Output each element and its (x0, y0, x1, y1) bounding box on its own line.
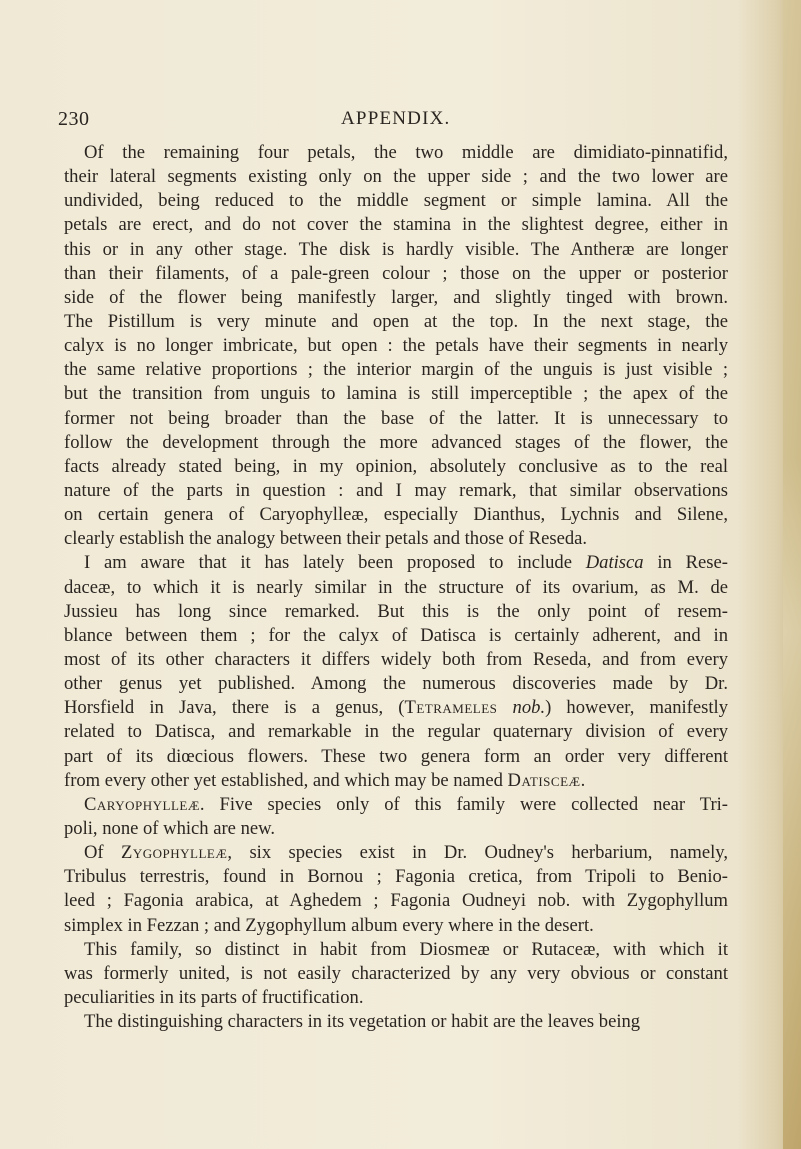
small-caps-term: Zygophylleæ (121, 842, 228, 864)
text-line: most of its other characters it differs widely both from Reseda, and from every (64, 648, 728, 670)
text-line: peculiarities in its parts of fructification. (64, 986, 364, 1008)
text-line (64, 769, 728, 793)
text-segment: in Rese- (643, 552, 728, 574)
running-head: APPENDIX. (341, 108, 451, 129)
text-line: simplex in Fezzan ; and Zygophyllum album every where in the desert. (64, 914, 594, 936)
text-line: was formerly united, is not easily characterized by any very obvious or constant (64, 962, 728, 984)
text-line: but the transition from unguis to lamina is still imperceptible ; the apex of the (64, 383, 728, 405)
text-segment (497, 697, 512, 718)
text-line (64, 793, 728, 817)
text-line: than their filaments, of a pale-green colour ; those on the upper or posterior (64, 262, 728, 284)
body-text (64, 141, 728, 1034)
text-line (64, 551, 728, 575)
text-segment: . Five species only of this family were collected near Tri- (199, 793, 728, 815)
text-line: The distinguishing characters in its vegetation or habit are the leaves being (84, 1011, 641, 1033)
italic-term: nob. (512, 697, 546, 719)
text-line: The Pistillum is very minute and open at the top. In the next stage, the (64, 310, 728, 332)
page-number: 230 (58, 108, 90, 130)
text-line: their lateral segments existing only on the upper side ; and the two lower are (64, 166, 728, 188)
text-line: facts already stated being, in my opinion, absolutely conclusive as to the real (64, 455, 728, 477)
text-segment: Horsfield in Java, there is a genus, ( (64, 697, 405, 719)
text-line: side of the flower being manifestly larger, and slightly tinged with brown. (64, 286, 728, 308)
text-line (64, 841, 728, 865)
text-segment: from every other yet established, and which may be named (64, 769, 508, 791)
text-line: part of its diœcious flowers. These two genera form an order very different (64, 745, 728, 767)
text-line: undivided, being reduced to the middle segment or simple lamina. All the (64, 190, 728, 212)
small-caps-term: Caryophylleæ (84, 793, 200, 815)
text-segment: . (580, 769, 586, 791)
text-segment: I am aware that it has lately been proposed to include (84, 552, 586, 574)
text-segment: Of (84, 842, 121, 864)
text-line: Jussieu has long since remarked. But this is the only point of resem- (64, 600, 728, 622)
text-line: poli, none of which are new. (64, 817, 276, 839)
small-caps-term: Tetrameles (404, 697, 498, 719)
text-line (64, 696, 728, 720)
text-line: on certain genera of Caryophylleæ, especially Dianthus, Lychnis and Silene, (64, 504, 728, 526)
text-line: This family, so distinct in habit from Diosmeæ or Rutaceæ, with which it (84, 938, 728, 960)
text-line: petals are erect, and do not cover the stamina in the slightest degree, either in (64, 214, 728, 236)
text-line: calyx is no longer imbricate, but open : the petals have their segments in nearly (64, 335, 728, 357)
text-line: follow the development through the more advanced stages of the flower, the (64, 431, 728, 453)
text-line: the same relative proportions ; the interior margin of the unguis is just visible ; (64, 359, 728, 381)
text-line: nature of the parts in question : and I may remark, that similar observations (64, 479, 728, 501)
text-line: leed ; Fagonia arabica, at Aghedem ; Fagonia Oudneyi nob. with Zygophyllum (64, 890, 728, 912)
text-line: blance between them ; for the calyx of Datisca is certainly adherent, and in (64, 624, 728, 646)
text-line: daceæ, to which it is nearly similar in the structure of its ovarium, as M. de (64, 576, 728, 598)
page-edge-stain (783, 0, 801, 1149)
text-segment: , six species exist in Dr. Oudney's herbarium, namely, (227, 842, 728, 864)
text-line: former not being broader than the base of the latter. It is unnecessary to (64, 407, 728, 429)
text-line: related to Datisca, and remarkable in the regular quaternary division of every (64, 721, 728, 743)
text-line: this or in any other stage. The disk is hardly visible. The Antheræ are longer (64, 238, 728, 260)
text-line: other genus yet published. Among the numerous discoveries made by Dr. (64, 673, 728, 695)
text-line: clearly establish the analogy between their petals and those of Reseda. (64, 528, 588, 550)
page-header (0, 108, 801, 132)
text-segment: ) however, manifestly (545, 697, 728, 719)
text-line: Tribulus terrestris, found in Bornou ; Fagonia cretica, from Tripoli to Benio- (64, 866, 728, 888)
text-line: Of the remaining four petals, the two middle are dimidiato-pinnatifid, (84, 142, 728, 163)
small-caps-term: Datisceæ (507, 769, 581, 791)
italic-term: Datisca (585, 552, 644, 574)
